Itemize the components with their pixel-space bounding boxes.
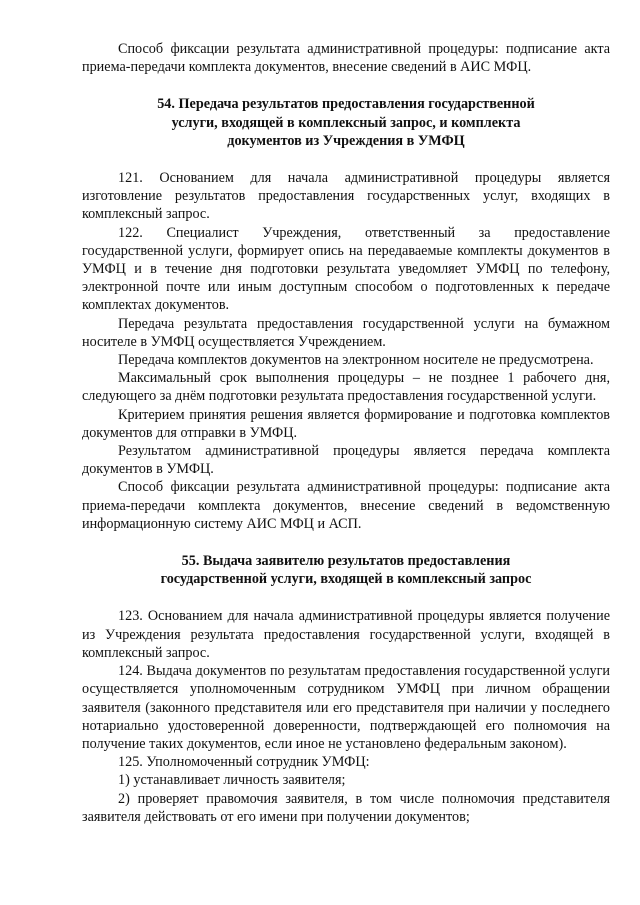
paragraph-125: 125. Уполномоченный сотрудник УМФЦ: (118, 754, 370, 771)
list-item-1: 1) устанавливает личность заявителя; (118, 772, 346, 789)
spacer (82, 588, 610, 607)
spacer (82, 150, 610, 169)
paragraph-121: 121. Основанием для начала административной процедуры является изготовление результатов предоставления государственных услуг, входящих в комплексный запрос. (82, 170, 610, 223)
paragraph-procedure-result: Результатом административной процедуры является передача комплекта документов в УМФЦ. (82, 443, 610, 478)
section-55-heading: 55. Выдача заявителю результатов предоставления государственной услуги, входящей в комплексный запрос (160, 553, 532, 588)
document-page (82, 40, 610, 826)
paragraph-electronic-transfer: Передача комплектов документов на электронном носителе не предусмотрена. (118, 352, 594, 369)
paragraph-max-term: Максимальный срок выполнения процедуры – не позднее 1 рабочего дня, следующего за днём подготовки результата предоставления государственной услуги. (82, 370, 610, 405)
paragraph-122: 122. Специалист Учреждения, ответственный за предоставление государственной услуги, формирует опись на передаваемые комплекты документов в УМФЦ и в течение дня подготовки результата уведомляет УМФЦ по телефону, электронной почте или иным доступным способом о подготовленных к передаче комплектах документов. (82, 224, 610, 314)
spacer (82, 533, 610, 552)
paragraph-paper-transfer: Передача результата предоставления государственной услуги на бумажном носителе в УМФЦ осуществляется Учреждением. (82, 315, 610, 350)
paragraph-decision-criterion: Критерием принятия решения является формирование и подготовка комплектов документов для отправки в УМФЦ. (82, 406, 610, 441)
intro-paragraph: Способ фиксации результата административной процедуры: подписание акта приема-передачи комплекта документов, внесение сведений в АИС МФЦ. (82, 41, 610, 76)
spacer (82, 76, 610, 95)
section-54-heading: 54. Передача результатов предоставления государственной услуги, входящей в комплексный запрос, и комплекта документов из Учреждения в УМФЦ (157, 96, 535, 149)
paragraph-124: 124. Выдача документов по результатам предоставления государственной услуги осуществляется уполномоченным сотрудником УМФЦ при личном обращении заявителя (законного представителя или его представителя при наличии у последнего нотариально удостоверенной доверенности, подтверждающей его полномочия на получение таких документов, если иное не установлено федеральным законом). (82, 663, 610, 752)
paragraph-fixation-method: Способ фиксации результата административной процедуры: подписание акта приема-передачи комплекта документов, внесение сведений в ведомственную информационную систему АИС МФЦ и АСП. (82, 479, 610, 532)
paragraph-123: 123. Основанием для начала административной процедуры является получение из Учреждения результата предоставления государственной услуги, входящей в комплексный запрос. (82, 608, 610, 661)
list-item-2: 2) проверяет правомочия заявителя, в том числе полномочия представителя заявителя действовать от его имени при получении документов; (82, 790, 610, 825)
